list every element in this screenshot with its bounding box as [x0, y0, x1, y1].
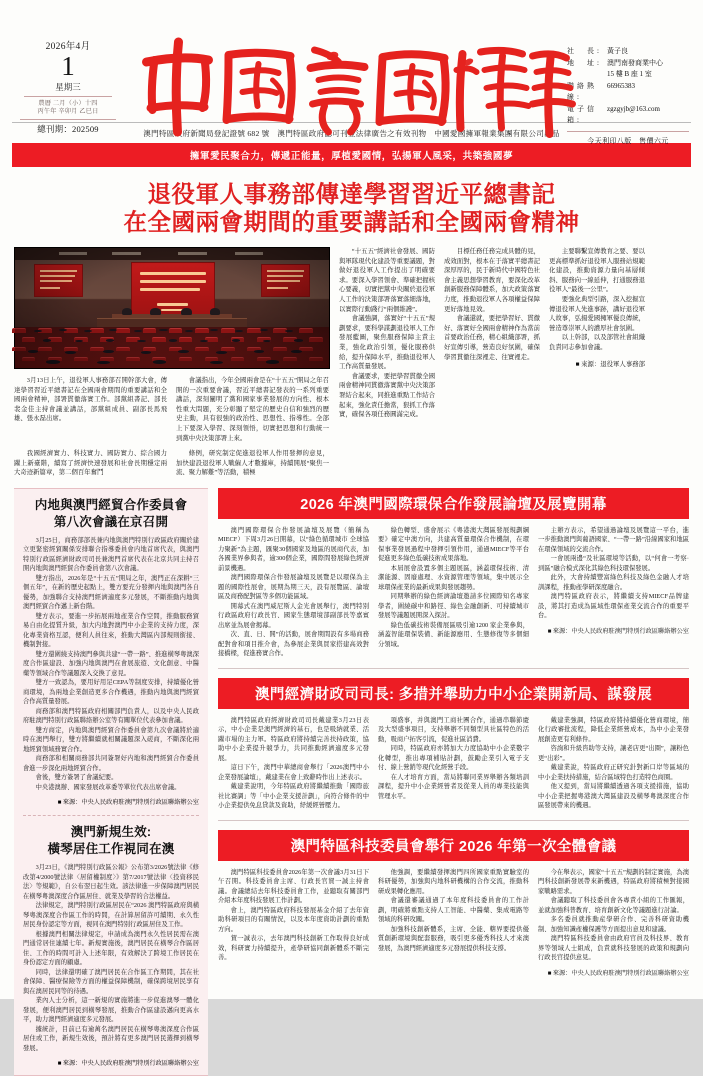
left-article-2: [23, 824, 199, 1067]
right-article-1: [218, 488, 689, 659]
left-article-2-headline-line-2: 橫琴居住工作視同在澳: [47, 842, 175, 857]
right-a2-p8: 咨詢和升級咨助等支持，讓老店更“出圈”，讓粉色更“出彩”。: [538, 745, 689, 762]
right-a3-p4: 他強調，要繼續發揮澳門四所國家重點實驗室的科研優勢，加強與内地科研機構的合作交流，推動科研成果轉化應用。: [378, 868, 529, 895]
right-a2-p9: 戴建業說，特區政府正研究針對新口岸等區域的中小企業扶持措施，結合區域特色打造特色商圈。: [538, 764, 689, 781]
caption-column-1: [14, 376, 167, 443]
date-divider: [24, 96, 112, 97]
publisher-divider: [567, 131, 689, 132]
left-article-1-headline-line-1: 内地與澳門經貿合作委員會: [34, 497, 188, 512]
right-a1-p8: 一會展兩邊“及社區環境等活動，以“何會一考察·到區”融合模式深化其綠色科技環保發展。: [538, 555, 689, 572]
right-divider-2: [218, 820, 689, 821]
publisher-email-row: [567, 104, 689, 127]
left-article-2-source: ■ 來源：中央人民政府駐澳門特別行政區聯絡辦公室: [57, 1060, 199, 1068]
right-a1-p9: 此外，大會持續豐富綠色科技及綠色金融人才培訓課程，推動產學研深度融合。: [538, 574, 689, 591]
publisher-chief-row: [567, 46, 689, 58]
right-a3-p5: 會議還審議通過了本年度科技委員會的工作計劃，明確將重點支持人工智能、中醫藥、集成電路等領域的科研攻關。: [378, 897, 529, 924]
left-a1-p10: 中央港澳辦、國家發展改革委等單位代表出席會議。: [35, 783, 181, 791]
right-a1-p1: 澳門國際環保合作發展論壇及展覽（簡稱為MIECF）下周3月26日開幕，以“綠色循環城市 全球協力聚新”為主題，匯聚30個國家及地區的展商代表，加各國業界參與者，逾300個企業，國際間發展綠色經濟前景機遇。: [218, 526, 369, 572]
right-article-1-body: [218, 526, 689, 659]
right-a1-p4: 綠色轉型、盛會展示《粵港澳大灣區發展規劃綱要》確定中澳方向，共建高質量環保合作機制，在環保事業發展過程中發揮引領作用，通過MIECF等平台促進更多綠色低碳技術成果落地。: [378, 526, 529, 563]
caption-column-2: [176, 376, 329, 443]
right-a2-p6: 在人才培育方面，當局將聯同業界舉辦各類培訓課程，提升中小企業經營者及從業人員的專業技能與管理水平。: [378, 773, 529, 800]
lead-text-1: “十五五”經濟社會發展、國防與軍隊現代化建設等重要議題，對做好退役軍人工作提出了明確要求。要深入學習領會、準確把握核心要義，切實把黨中央關於退役軍人工作的決策部署落實落細落地，以實際行動踐行“兩個維護”。: [339, 248, 435, 313]
lead-text-3: 會議要求，要把學習貫徹全國兩會精神同貫徹落實黨中央決策部署結合起來，同推進重點工作結合起來，強化責任擔當，狠抓工作落實，確保各項任務圓滿完成。: [339, 372, 435, 419]
right-a2-p4: 項盛事，并與澳門工商社團合作，通過串聯節慶及大型盛事項目，支持舉辦不同類型具社區特色的活動，吸商户拓客引流，促進社區消費。: [378, 716, 529, 743]
right-a3-p6: 加強科技創新體系，主席、全能、轄界要提供優質創新環境與配套服務，吸引更多優秀科技人才來澳發展，為澳門經濟適度多元發展提供科技支撐。: [378, 925, 529, 952]
lead-text-6: 主要聯繫宣傳教育之要、要以更高標準抓好退役軍人服務站規範化建設，推動資源力量向基層傾斜、服務向一線延伸，打通服務退役軍人“最後一公里”。: [549, 248, 645, 294]
lead-headline-line-2: 在全國兩會期間的重要講話和全國兩會精神: [123, 209, 580, 235]
lead-headline-line-1: 退役軍人事務部傳達學習習近平總書記: [147, 181, 556, 207]
photo-caption-columns: [14, 376, 330, 443]
date-block: [14, 34, 122, 135]
issue-divider: [20, 119, 116, 120]
right-a3-p2: 會上，澳門特區政府科技發展基金介紹了去年資助科研項目的有關情況，以及本年度資助計劃的重點方向。: [218, 906, 369, 933]
publisher-tel-label: 聯絡熱線:: [567, 81, 597, 101]
newspaper-title: [122, 34, 567, 142]
publisher-email-value: zgzgyjb@163.com: [607, 104, 660, 113]
right-a3-col-1: [218, 868, 369, 979]
lead-column-9: [176, 449, 329, 478]
left-a1-p2: 雙方指出，2026年是“十五五”開局之年，澳門正在深耕“三個五年”，在新的歷史起點上，雙方要充分發揮内地與澳門各自優勢，加強聯合支持澳門經濟適度多元發展，不斷推動内地與澳門經貿合作邁上新台階。: [23, 574, 199, 611]
left-feature-column: [14, 488, 208, 1076]
right-a2-p1: 澳門特區政府經濟財政司司長戴建業3月23日表示，中小企業是澳門經濟的基石，也是吸納就業、活躍市場的主力軍。特區政府將持續完善扶持政策，協助中小企業提升競爭力，共同推動經濟適度多元發展。: [218, 716, 369, 762]
lead-article: [0, 247, 703, 478]
right-article-1-headline: 2026 年澳門國際環保合作發展論壇及展覽開幕: [218, 488, 689, 519]
right-a3-col-3: [538, 868, 689, 979]
lunar-date-line-2: 丙午年 辛卯月 乙巳日: [37, 108, 99, 115]
caption-text-1: 3月13日上午，退役軍人事務部召開幹部大會，傳達學習習近平總書記在全國兩會期間的重要講話和全國兩會精神，部署貫徹落實工作。部黨組書記、部長裴金佳主持會議並講話，部黨組成員、副部長馬飛雄、張永磊出席。: [14, 377, 167, 423]
left-a2-p6: 據統計，目前已有逾萬名澳門居民在橫琴粵澳深度合作區居住或工作，新規生效後，預計將有更多澳門居民選擇到橫琴發展。: [23, 1025, 199, 1052]
right-a3-p3: 賀一誠表示，去年澳門科技創新工作取得良好成效，科研實力持續提升，產學研協同創新體系不斷完善。: [218, 935, 369, 962]
left-a1-p5: 雙方一致認為，要用好用足CEPA等制度安排，持續優化營商環境，為兩地企業創造更多合作機遇，推動内地與澳門經貿合作高質量發展。: [23, 679, 199, 706]
right-a2-col-2: [378, 716, 529, 811]
left-a2-p1: 3月23日，《澳門特別行政區公報》公布第3/2026號法律《修改第4/2000號法律〈居留權制度〉》第7/2017號法律〈投資移民法〉等規範》，自公布翌日起生效。該法律進一步保障澳門居民在橫琴粵澳深度合作區居住、就業及學習的合法權益。: [23, 864, 199, 900]
right-a1-col-1: [218, 526, 369, 659]
left-article-1-headline-line-2: 第八次會議在京召開: [53, 514, 169, 529]
right-a1-p3: 開幕式在澳門威尼斯人金光會展舉行，澳門特別行政區政府行政長官、國家生態環境部副部長等嘉賓出席並為展會揭幕。: [218, 602, 369, 629]
lunar-date-line-1: 農曆 二月（小）十四: [38, 100, 98, 107]
publisher-tel-value: 66965383: [607, 81, 635, 90]
right-a2-p5: 同時，特區政府亦將加大力度協助中小企業數字化轉型，推出專項補貼計劃，鼓勵企業引入電子支付、線上營銷等現代化經營手段。: [378, 745, 529, 772]
publisher-tel-row: [567, 81, 689, 104]
lead-text-7: 要強化典型引路，深入挖掘宣傳退役軍人先進事跡，講好退役軍人故事，弘揚愛國擁軍優良傳統，營造尊崇軍人的濃厚社會氛圍。: [549, 295, 645, 332]
right-a3-p1: 澳門特區科技委員會2026年第一次會議3月31日下午召開。科技委員會主席、行政長官賀一誠主持會議。會議總結去年科技委員會工作，並聽取有關部門介紹本年度科技發展工作計劃。: [218, 868, 369, 905]
left-a2-p2: 法律規定，澳門特別行政區居民在“2026 澳門特區政府與橫琴粵澳深度合作區工作的時間，在計算居留許可續期、永久性居民身份認定等方面，視同在澳門特別行政區居住及工作。: [23, 902, 199, 929]
publisher-chief-value: 黃子良: [607, 47, 628, 55]
caption-text-2: 會議指出，今年全國兩會是在“十五五”開局之年召開的一次重要會議，習近平總書記發表的一系列重要講話，深刻闡明了黨和國家事業發展的方向性、根本性重大問題，充分彰顯了堅定的歷史自信和強烈的歷史主動，具有很強的政治性、思想性、指導性。全部上下要深入學習、深刻領悟，切實把思想和行動統一到黨中央決策部署上來。: [176, 377, 329, 442]
lead-text-2: 會議強調，落實好“十五五”規劃要求，要科學謀劃退役軍人工作發展藍圖，聚焦服務保障主責主業，強化政治引領，優化服務供給，提升保障水平，推動退役軍人工作高質量發展。: [339, 315, 435, 371]
right-a3-p9: 多名委員就推動産學研合作、完善科研資助機制、加強知識產權保護等方面提出意見和建議。: [538, 916, 689, 933]
right-a1-p2: 澳門國際環保合作發展論壇及展覽是以環保為主題的國際性展會，展期為期三天，設有展覽區、論壇區及商務配對區等多個功能區域。: [218, 574, 369, 601]
publisher-email-label: 電子信箱:: [567, 104, 597, 124]
right-a2-p3: 戴建業說明，今年特區政府將繼續推動「國際旅社比賽調」等「中小企業支援計劃」，向符合條件的中小企業提供免息貸款及資助，紓緩經營壓力。: [218, 783, 369, 810]
right-a1-p6: 同期舉辦的綠色經濟論壇邀請多位國際知名專家學者，圍繞碳中和路徑、綠色金融創新、可持續城市發展等議題展開深入探討。: [378, 593, 529, 620]
right-article-1-source: ■ 來源：中央人民政府駐澳門特別行政區聯絡辦公室: [547, 627, 689, 635]
license-bar: 澳門特區政府新聞局登記證號 682 號 澳門特區政府認可刊登法律廣告之有效刊物 中國愛國擁軍報業集團有限公司出品: [12, 122, 691, 143]
publisher-address-value: 澳門南發商業中心: [607, 58, 663, 67]
conference-hall-photo: [14, 247, 330, 369]
right-a3-p10: 澳門特區科技委員會由政府官員及科技界、教育界等領域人士組成，負責就科技發展的政策和規劃向行政長官提供意見。: [538, 935, 689, 962]
left-a1-p6: 商務部和澳門特區政府相關部門負責人，以及中央人民政府駐澳門特別行政區聯絡辦公室等有關單位代表參加會議。: [23, 707, 199, 725]
right-a2-p10: 他又提到，當局將繼續透過各項支援措施，協助中小企業把握粵港澳大灣區建設及橫琴粵澳深度合作區發展帶來的機遇。: [538, 783, 689, 810]
left-a1-p8: 商務部和相關商務部共同簽署好内地和澳門經貿合作委員會進一步深化兩地經貿合作。: [23, 755, 199, 772]
right-a2-col-1: [218, 716, 369, 811]
publisher-footer: 今天利印八版 售價六元: [587, 136, 669, 145]
left-article-1-source: ■ 來源：中央人民政府駐澳門特別行政區聯絡辦公室: [57, 799, 199, 807]
publisher-address-row: [567, 58, 689, 70]
right-a1-p7: 主辦方表示，希望通過論壇及展覽這一平台，進一步推動澳門與葡語國家、“一帶一路”沿線國家和地區在環保領域的交流合作。: [538, 526, 689, 553]
left-article-2-body: [23, 863, 199, 1053]
left-a2-p4: 同時，法律還明確了澳門居民在合作區工作期間，其在社會保障、醫療保險等方面的權益保障機制，確保跨境居民享有與在澳居民同等的待遇。: [23, 968, 199, 995]
lead-source: ■ 來源：退役軍人事務部: [575, 360, 645, 368]
right-a1-p12: 澳門特區政府表示，將繼續支持MIECF品牌建設，將其打造成為區域性環保產業交流合作的重要平台。: [538, 593, 689, 620]
lead-headline: [0, 167, 703, 247]
date-year-month: 2026年4月: [45, 42, 91, 52]
publisher-address-label: 地 址:: [567, 58, 602, 67]
right-article-3-body: [218, 868, 689, 979]
lead-left-block: [14, 247, 330, 478]
lower-section: [0, 478, 703, 1076]
left-a2-p5: 業內人士分析，這一新規的實施將進一步促進澳琴一體化發展，便利澳門居民到橫琴發展，推動合作區建設邁向更高水平，助力澳門經濟適度多元發展。: [23, 997, 199, 1024]
right-a1-p11: 綠色低碳技術裝備展區吸引逾1200 家企業參與，涵蓋智能環保裝備、新能源應用、生態修復等多個細分領域。: [378, 621, 529, 648]
lead-column-3: [549, 247, 645, 478]
left-article-1-body: [23, 536, 199, 793]
right-a2-p7: 戴建業強調，特區政府將持續優化營商環境，簡化行政審批流程，降低企業經營成本，為中小企業發展創造更有利條件。: [538, 716, 689, 743]
right-a3-p7: 今在舉表示，國家“十五五”規劃的制定實施，為澳門科技創新發展帶來新機遇，特區政府將積極對接國家戰略需求。: [538, 868, 689, 895]
right-article-3: [218, 830, 689, 979]
lead-text-4: 目標任務任務完成具體的見，成效面對，根本在于落實平總書記深厚厚的，民于新時代中國特色社會主義思想學習教育，要深化改革創新服務保障體系，加大政策落實力度，推動退役軍人各項權益保障更好落地見效。: [444, 248, 540, 313]
publisher-address-value-2: 15 樓 B 座 1 室: [607, 70, 652, 78]
left-article-2-headline: [23, 824, 199, 858]
right-a3-p8: 會議聽取了科技委員會各專責小組的工作匯報，並就加強科普教育、培育創新文化等議題進行討論。: [538, 897, 689, 914]
left-article-2-headline-line-1: 澳門新規生效:: [70, 825, 152, 840]
left-column-divider: [23, 815, 199, 816]
left-article-1: [23, 497, 199, 807]
left-a1-p7: 雙方商定，内地與澳門經貿合作委員會第九次會議將於適時在澳門舉行，雙方將繼續就相關議題深入磋商，不斷深化兩地經貿領域務實合作。: [23, 726, 199, 753]
right-a1-p10: 次、直、日、開”的活動，展會期間設有多場商務配對會和項目推介會，為參展企業與買家搭建高效對接橋樑，促進務實合作。: [218, 631, 369, 658]
title-calligraphy: [122, 36, 567, 140]
right-a1-col-3: [538, 526, 689, 659]
left-a1-p3: 雙方表示，要進一步拓展兩地產業合作空間，推動服務貿易自由化提質升級，加大内地對澳門中小企業的支持力度，深化專業資格互認，便利人員往來，推動大灣區内部規則銜接、機制對接。: [23, 612, 199, 649]
right-article-2-body: [218, 716, 689, 811]
right-a1-p5: 本屆展會設置多個主題展區，涵蓋環保技術、清潔能源、固廢處理、水資源管理等領域，集中展示全球環保產業的最新成果與發展趨勢。: [378, 564, 529, 591]
lead-column-8: [14, 449, 167, 478]
lead-text-5: 會議還就，要把學習好、貫徹好、落實好全國兩會精神作為當前首要政治任務，精心組織部署，抓好宣傳引導，營造良好氛圍，確保學習貫徹往深裡走、往實裡走。: [444, 315, 540, 361]
lead-text-8: 我國經濟實力、科技實力、國防實力、綜合國力躍上新臺階，續寫了經濟快速發展和社會長期穩定兩大奇迹新篇章，第二個百年奮鬥: [14, 450, 167, 477]
lead-column-2: [444, 247, 540, 478]
left-a2-p3: 根據澳門相關法律規定，申請成為澳門永久性居民需在澳門通常居住連續七年。新規實施後，澳門居民在橫琴合作區居住、工作的時間可計入上述年限，有效解決了跨境工作居民在身份認定方面的顧慮。: [23, 930, 199, 967]
right-a2-col-3: [538, 716, 689, 811]
right-divider-1: [218, 668, 689, 669]
publisher-chief-label: 社 長:: [567, 47, 602, 55]
right-a1-col-2: [378, 526, 529, 659]
lead-text-10: 以上幹部，以及部管社會組織負責同志參加會議。: [549, 334, 645, 351]
right-article-column: [218, 488, 689, 1076]
right-a3-col-2: [378, 868, 529, 979]
issue-number: 總刊期：202509: [37, 124, 99, 134]
left-a1-p9: 會後，雙方簽署了會議紀要。: [35, 774, 118, 782]
lead-column-1: [339, 247, 435, 478]
right-article-3-source: ■ 來源：中央人民政府駐澳門特別行政區聯絡辦公室: [547, 969, 689, 977]
lead-right-columns: [339, 247, 689, 478]
slogan-banner: 擁軍愛民聚合力，傳遞正能量，厚植愛國情，弘揚軍人風采，共築強國夢: [12, 143, 691, 167]
left-a1-p1: 3月25日，商務部部長兼内地與澳門特別行政區政府關於建立更緊密經貿關係安排聯合指導委員會内地首席代表，與澳門特別行政區經濟財政司司長兼澳門首席代表在北京共同主持召開内地與澳門經貿合作委員會第八次會議。: [23, 536, 199, 573]
right-article-2-headline: 澳門經濟財政司司長: 多措并舉助力中小企業開新局、謀發展: [218, 678, 689, 709]
right-a2-p2: 這日下午，澳門中華總商會舉行「2026澳門中小企業發展論壇」，戴建業在會上致辭時作出上述表示。: [218, 764, 369, 781]
right-article-2: [218, 678, 689, 811]
left-article-1-headline: [23, 497, 199, 531]
date-day: 1: [61, 51, 75, 81]
lead-text-9: 條例，研究制定促進退役軍人作用發揮的意見，加快建設退役軍人戰僱人才數據庫，持續開展“聚焦一流、聚力解難”等活動，積極: [176, 450, 329, 477]
publisher-info: [567, 34, 689, 147]
right-article-3-headline: 澳門特區科技委員會舉行 2026 年第一次全體會議: [218, 830, 689, 861]
date-weekday: 星期三: [55, 82, 81, 92]
left-a1-p4: 雙方還圍繞支持澳門參與共建“一帶一路”、推進橫琴粵澳深度合作區建設、加強内地與澳門在會展旅遊、文化創意、中醫藥等領域合作等議題深入交換了意見。: [23, 650, 199, 677]
